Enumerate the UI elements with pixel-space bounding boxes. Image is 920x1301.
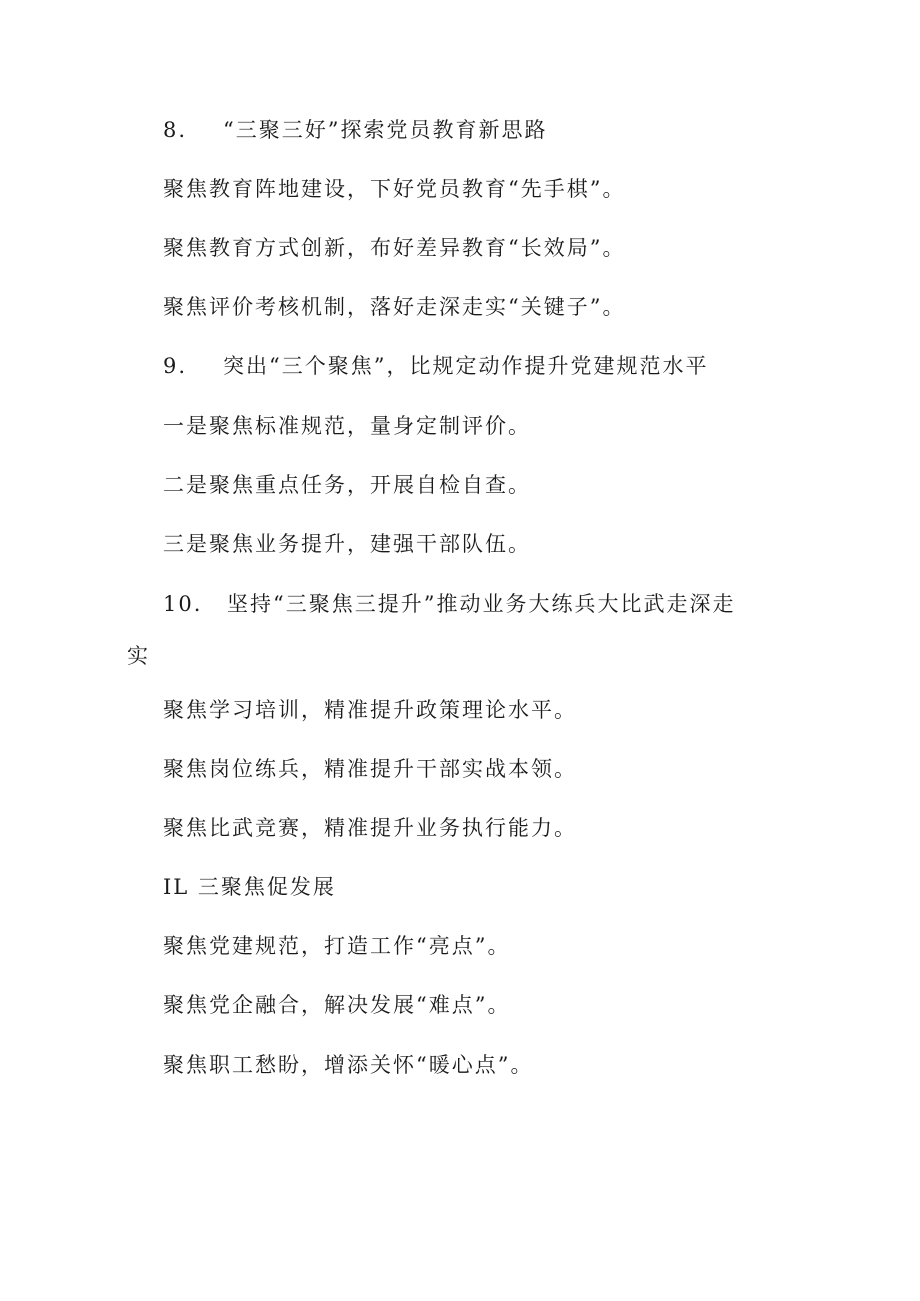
section-title: “三聚三好”探索党员教育新思路 (223, 118, 548, 142)
section-number: 8. (163, 118, 188, 142)
section-8-item-2: 聚焦教育方式创新，布好差异教育“长效局”。 (163, 236, 626, 260)
section-9-item-1: 一是聚焦标准规范，量身定制评价。 (163, 414, 531, 438)
section-8-heading (163, 115, 547, 145)
section-11-item-1: 聚焦党建规范，打造工作“亮点”。 (163, 934, 511, 958)
section-title: 突出“三个聚焦”，比规定动作提升党建规范水平 (223, 354, 709, 378)
section-9-heading (163, 351, 708, 381)
section-10-item-2: 聚焦岗位练兵，精准提升干部实战本领。 (163, 757, 577, 781)
section-8-item-1: 聚焦教育阵地建设，下好党员教育“先手棋”。 (163, 177, 626, 201)
section-10-heading (163, 589, 735, 619)
section-title: 坚持“三聚焦三提升”推动业务大练兵大比武走深走 (227, 592, 736, 616)
section-11-heading: IL 三聚焦促发展 (163, 875, 336, 899)
section-11-item-3: 聚焦职工愁盼，增添关怀“暖心点”。 (163, 1053, 534, 1077)
section-10-item-3: 聚焦比武竞赛，精准提升业务执行能力。 (163, 816, 577, 840)
section-8-item-3: 聚焦评价考核机制，落好走深走实“关键子”。 (163, 295, 626, 319)
section-10-item-1: 聚焦学习培训，精准提升政策理论水平。 (163, 698, 577, 722)
section-number: 9. (163, 354, 188, 378)
section-10-heading-wrap: 实 (127, 644, 150, 668)
section-11-item-2: 聚焦党企融合，解决发展“难点”。 (163, 993, 511, 1017)
section-number: 10. (163, 592, 203, 616)
section-9-item-3: 三是聚焦业务提升，建强干部队伍。 (163, 532, 531, 556)
section-9-item-2: 二是聚焦重点任务，开展自检自查。 (163, 473, 531, 497)
